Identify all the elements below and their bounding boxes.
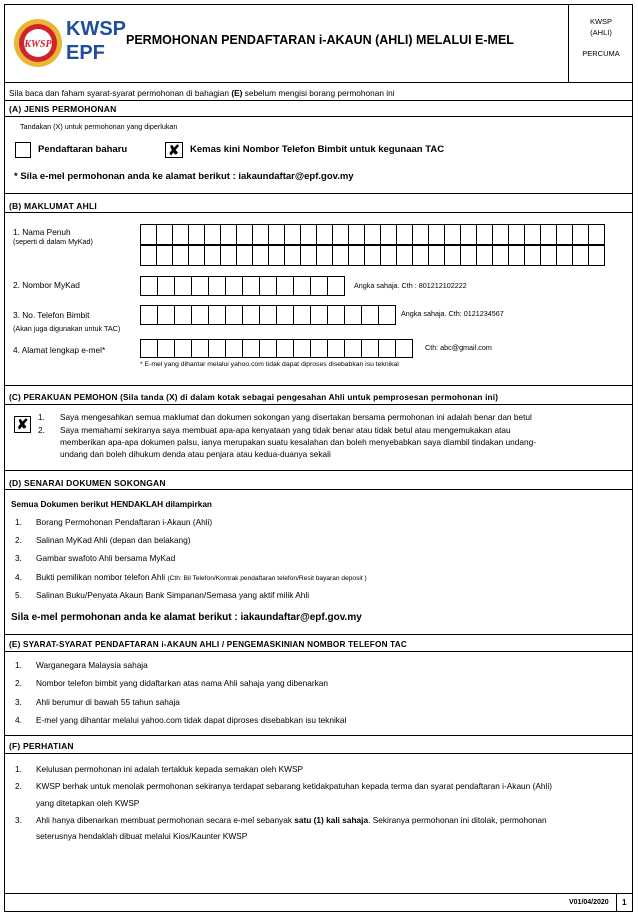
input-cell[interactable] xyxy=(492,224,509,245)
input-cell[interactable] xyxy=(191,305,209,325)
kwsp-logo xyxy=(10,10,126,72)
syarat-item: Warganegara Malaysia sahaja xyxy=(36,660,148,670)
side-kwsp: KWSP xyxy=(589,17,613,26)
divider xyxy=(4,404,633,405)
input-cell[interactable] xyxy=(300,224,317,245)
section-d-subtitle: Semua Dokumen berikut HENDAKLAH dilampirkan xyxy=(11,499,213,509)
input-cell[interactable] xyxy=(378,339,396,358)
input-cell[interactable] xyxy=(191,276,209,296)
section-a-title: (A) JENIS PERMOHONAN xyxy=(9,104,117,114)
input-cell[interactable] xyxy=(444,245,461,266)
input-cell[interactable] xyxy=(140,305,158,325)
input-cell[interactable] xyxy=(156,224,173,245)
input-cell[interactable] xyxy=(293,305,311,325)
input-cell[interactable] xyxy=(492,245,509,266)
input-cell[interactable] xyxy=(364,224,381,245)
input-cell[interactable] xyxy=(220,245,237,266)
input-cell[interactable] xyxy=(361,305,379,325)
input-cell[interactable] xyxy=(327,305,345,325)
mykad-label: 2. Nombor MyKad xyxy=(13,280,80,290)
input-cell[interactable] xyxy=(236,224,253,245)
input-cell[interactable] xyxy=(428,224,445,245)
perhatian-item-1: Kelulusan permohonan ini adalah tertakluk kepada semakan oleh KWSP xyxy=(36,764,304,774)
divider xyxy=(4,212,633,213)
input-cell[interactable] xyxy=(572,224,589,245)
input-cell[interactable] xyxy=(540,224,557,245)
input-cell[interactable] xyxy=(588,224,605,245)
input-cell[interactable] xyxy=(140,339,158,358)
side-percuma: PERCUMA xyxy=(582,49,620,58)
input-cell[interactable] xyxy=(332,245,349,266)
input-cell[interactable] xyxy=(188,224,205,245)
input-cell[interactable] xyxy=(540,245,557,266)
intro-bold: (E) xyxy=(231,88,243,98)
email-label: 4. Alamat lengkap e-mel* xyxy=(13,345,106,355)
divider xyxy=(4,100,633,101)
section-a-email-note: * Sila e-mel permohonan anda ke alamat berikut : iakaundaftar@epf.gov.my xyxy=(14,171,354,182)
section-f-title: (F) PERHATIAN xyxy=(9,741,74,751)
divider xyxy=(4,735,633,736)
divider xyxy=(4,116,633,117)
input-cell[interactable] xyxy=(208,305,226,325)
side-ahli: (AHLI) xyxy=(590,28,612,37)
section-e-title: (E) SYARAT-SYARAT PENDAFTARAN i-AKAUN AHLI / PENGEMASKINIAN NOMBOR TELEFON TAC xyxy=(9,640,407,649)
perhatian-item-3-line-2: seterusnya hendaklah dibuat melalui Kios/Kaunter KWSP xyxy=(36,831,248,841)
dokumen-num: 2. xyxy=(15,535,22,546)
input-cell[interactable] xyxy=(276,339,294,358)
input-cell[interactable] xyxy=(268,224,285,245)
input-cell[interactable] xyxy=(157,305,175,325)
dokumen-item xyxy=(36,572,367,582)
input-cell[interactable] xyxy=(428,245,445,266)
checkbox-perakuan[interactable]: ✘ xyxy=(14,416,31,433)
input-cell[interactable] xyxy=(284,224,301,245)
page-number: 1 xyxy=(622,898,627,907)
divider xyxy=(4,893,633,894)
input-cell[interactable] xyxy=(300,245,317,266)
input-cell[interactable] xyxy=(327,339,345,358)
input-cell[interactable] xyxy=(208,339,226,358)
dokumen-item xyxy=(36,590,309,600)
perhatian-item-2-line-1: KWSP berhak untuk menolak permohonan sekiranya terdapat sebarang ketidakpatuhan kepada terma dan syarat pendaftaran i-Akaun (Ahli) xyxy=(36,781,552,791)
input-cell[interactable] xyxy=(378,305,396,325)
divider xyxy=(4,634,633,635)
input-cell[interactable] xyxy=(316,245,333,266)
input-cell[interactable] xyxy=(252,224,269,245)
input-cell[interactable] xyxy=(348,245,365,266)
dokumen-item-extra: (Cth: Bil Telefon/Kontrak pendaftaran telefon/Resit bayaran deposit ) xyxy=(167,574,367,582)
input-cell[interactable] xyxy=(204,224,221,245)
input-cell[interactable] xyxy=(157,276,175,296)
intro-post: sebelum mengisi borang permohonan ini xyxy=(242,88,395,98)
dokumen-num: 5. xyxy=(15,589,22,600)
input-cell[interactable] xyxy=(204,245,221,266)
syarat-num: 1. xyxy=(15,660,22,670)
input-cell[interactable] xyxy=(220,224,237,245)
input-cell[interactable] xyxy=(259,305,277,325)
input-cell[interactable] xyxy=(310,276,328,296)
perakuan-num: 1. xyxy=(38,412,45,422)
checkbox-kemas-kini-telefon[interactable]: ✘ xyxy=(165,142,183,158)
input-cell[interactable] xyxy=(556,245,573,266)
dokumen-item-text: Borang Permohonan Pendaftaran i-Akaun (Ahli) xyxy=(36,517,213,527)
input-cell[interactable] xyxy=(395,339,413,358)
input-cell[interactable] xyxy=(556,224,573,245)
input-cell[interactable] xyxy=(268,245,285,266)
input-cell[interactable] xyxy=(157,339,175,358)
dokumen-num: 1. xyxy=(15,517,22,527)
input-cell[interactable] xyxy=(364,245,381,266)
input-cell[interactable] xyxy=(412,224,429,245)
syarat-item: E-mel yang dihantar melalui yahoo.com tidak dapat diproses disebabkan isu teknikal xyxy=(36,714,347,725)
input-cell[interactable] xyxy=(140,245,157,266)
phone-label: 3. No. Telefon Bimbit xyxy=(13,310,90,320)
input-cell[interactable] xyxy=(316,224,333,245)
input-cell[interactable] xyxy=(172,245,189,266)
input-cell[interactable] xyxy=(361,339,379,358)
header-side-box xyxy=(568,4,633,82)
input-cell[interactable] xyxy=(225,339,243,358)
input-cell[interactable] xyxy=(524,224,541,245)
divider xyxy=(4,82,633,83)
svg-text:KWSP: KWSP xyxy=(24,39,52,50)
dokumen-item-text: Bukti pemilikan nombor telefon Ahli xyxy=(36,571,168,582)
option-kemas-kini-telefon: Kemas kini Nombor Telefon Bimbit untuk kegunaan TAC xyxy=(190,144,445,155)
name-sublabel: (seperti di dalam MyKad) xyxy=(13,237,93,246)
input-cell[interactable] xyxy=(310,339,328,358)
section-a-instruction: Tandakan (X) untuk permohonan yang diperlukan xyxy=(20,122,178,131)
divider xyxy=(4,489,633,490)
option-pendaftaran-baharu: Pendaftaran baharu xyxy=(38,144,128,155)
dokumen-item-text: Salinan Buku/Penyata Akaun Bank Simpanan/Semasa yang aktif milik Ahli xyxy=(36,589,310,600)
input-cell[interactable] xyxy=(174,305,192,325)
perhatian-num-3: 3. xyxy=(15,815,22,825)
input-cell[interactable] xyxy=(327,276,345,296)
input-cell[interactable] xyxy=(348,224,365,245)
dokumen-item xyxy=(36,535,191,545)
input-cell[interactable] xyxy=(172,224,189,245)
logo-text-epf: EPF xyxy=(66,42,105,64)
dokumen-item xyxy=(36,553,175,563)
syarat-item: Nombor telefon bimbit yang didaftarkan atas nama Ahli sahaja yang dibenarkan xyxy=(36,678,328,689)
mykad-hint: Angka sahaja. Cth : 801212102222 xyxy=(354,281,467,290)
input-cell[interactable] xyxy=(344,339,362,358)
input-cell[interactable] xyxy=(508,224,525,245)
dokumen-num: 3. xyxy=(15,553,22,564)
divider xyxy=(4,385,633,386)
perakuan-text: memberikan apa-apa dokumen palsu, ianya merupakan suatu kesalahan dan boleh menyebabkan saya diambil tindakan undang- xyxy=(60,437,537,447)
input-cell[interactable] xyxy=(396,245,413,266)
input-cell[interactable] xyxy=(380,224,397,245)
version-code: V01/04/2020 xyxy=(569,899,609,906)
input-cell[interactable] xyxy=(276,276,294,296)
phone-hint: Angka sahaja. Cth: 0121234567 xyxy=(401,309,504,318)
perakuan-text: undang dan boleh dihukum denda atau penjara atau kedua-duanya sekali xyxy=(60,449,331,459)
perakuan-text: Saya mengesahkan semua maklumat dan dokumen sokongan yang disertakan bersama permohonan ini adalah benar dan betul xyxy=(60,412,532,422)
perakuan-text: Saya memahami sekiranya saya membuat apa-apa kenyataan yang tidak benar atau tidak betul atau mengemukakan atau xyxy=(60,425,511,435)
intro-pre: Sila baca dan faham syarat-syarat permohonan di bahagian xyxy=(9,88,232,98)
section-d-title: (D) SENARAI DOKUMEN SOKONGAN xyxy=(9,478,166,488)
phone-input[interactable] xyxy=(141,305,396,325)
input-cell[interactable] xyxy=(225,276,243,296)
perhatian-item-2-line-2: yang ditetapkan oleh KWSP xyxy=(36,798,140,808)
form-title: PERMOHONAN PENDAFTARAN i-AKAUN (AHLI) MELALUI E-MEL xyxy=(126,33,514,47)
input-cell[interactable] xyxy=(508,245,525,266)
input-cell[interactable] xyxy=(332,224,349,245)
input-cell[interactable] xyxy=(208,276,226,296)
checkbox-pendaftaran-baharu[interactable] xyxy=(15,142,31,158)
input-cell[interactable] xyxy=(293,276,311,296)
section-b-title: (B) MAKLUMAT AHLI xyxy=(9,201,97,211)
section-c-title: (C) PERAKUAN PEMOHON (Sila tanda (X) di dalam kotak sebagai pengesahan Ahli untuk pemprosesan permohonan ini) xyxy=(9,393,499,402)
dokumen-item xyxy=(36,517,212,527)
syarat-item: Ahli berumur di bawah 55 tahun sahaja xyxy=(36,696,180,707)
perhatian-item-3-pre: Ahli hanya dibenarkan membuat permohonan secara e-mel sebanyak xyxy=(36,815,295,825)
input-cell[interactable] xyxy=(156,245,173,266)
input-cell[interactable] xyxy=(572,245,589,266)
input-cell[interactable] xyxy=(259,339,277,358)
perhatian-item-3-line-1 xyxy=(36,815,547,825)
input-cell[interactable] xyxy=(476,224,493,245)
input-cell[interactable] xyxy=(412,245,429,266)
logo-text-kwsp: KWSP xyxy=(66,18,126,40)
email-note: * E-mel yang dihantar melalui yahoo.com tidak dapat diproses disebabkan isu teknikal xyxy=(140,361,399,368)
input-cell[interactable] xyxy=(140,224,157,245)
input-cell[interactable] xyxy=(140,276,158,296)
syarat-num: 2. xyxy=(15,678,22,689)
input-cell[interactable] xyxy=(310,305,328,325)
perhatian-num-1: 1. xyxy=(15,764,22,774)
input-cell[interactable] xyxy=(460,224,477,245)
input-cell[interactable] xyxy=(259,276,277,296)
input-cell[interactable] xyxy=(188,245,205,266)
perhatian-item-3-post: . Sekiranya permohonan ini ditolak, permohonan xyxy=(368,815,547,825)
footer-page-divider xyxy=(616,893,617,912)
email-input[interactable] xyxy=(141,339,413,358)
divider xyxy=(4,470,633,471)
input-cell[interactable] xyxy=(588,245,605,266)
input-cell[interactable] xyxy=(242,305,260,325)
input-cell[interactable] xyxy=(236,245,253,266)
input-cell[interactable] xyxy=(174,276,192,296)
input-cell[interactable] xyxy=(344,305,362,325)
syarat-num: 4. xyxy=(15,714,22,725)
dokumen-num: 4. xyxy=(15,571,22,582)
input-cell[interactable] xyxy=(191,339,209,358)
input-cell[interactable] xyxy=(242,339,260,358)
input-cell[interactable] xyxy=(252,245,269,266)
divider xyxy=(4,651,633,652)
input-cell[interactable] xyxy=(284,245,301,266)
name-input-row-1[interactable] xyxy=(141,224,605,245)
input-cell[interactable] xyxy=(460,245,477,266)
email-hint: Cth: abc@gmail.com xyxy=(425,343,492,352)
name-input-row-2[interactable] xyxy=(141,245,605,266)
input-cell[interactable] xyxy=(276,305,294,325)
phone-sublabel: (Akan juga digunakan untuk TAC) xyxy=(13,324,121,333)
mykad-input[interactable] xyxy=(141,276,345,296)
input-cell[interactable] xyxy=(476,245,493,266)
input-cell[interactable] xyxy=(293,339,311,358)
input-cell[interactable] xyxy=(444,224,461,245)
perakuan-num: 2. xyxy=(38,425,45,435)
input-cell[interactable] xyxy=(396,224,413,245)
input-cell[interactable] xyxy=(225,305,243,325)
divider xyxy=(4,753,633,754)
input-cell[interactable] xyxy=(174,339,192,358)
syarat-num: 3. xyxy=(15,696,22,707)
input-cell[interactable] xyxy=(380,245,397,266)
dokumen-item-text: Gambar swafoto Ahli bersama MyKad xyxy=(36,553,176,564)
section-d-email-note: Sila e-mel permohonan anda ke alamat berikut : iakaundaftar@epf.gov.my xyxy=(11,612,362,623)
name-label: 1. Nama Penuh xyxy=(13,227,71,237)
perhatian-item-3-bold: satu (1) kali sahaja xyxy=(294,815,369,825)
input-cell[interactable] xyxy=(524,245,541,266)
divider xyxy=(4,193,633,194)
intro-text xyxy=(9,88,395,98)
dokumen-item-text: Salinan MyKad Ahli (depan dan belakang) xyxy=(36,535,191,546)
input-cell[interactable] xyxy=(242,276,260,296)
perhatian-num-2: 2. xyxy=(15,781,22,791)
